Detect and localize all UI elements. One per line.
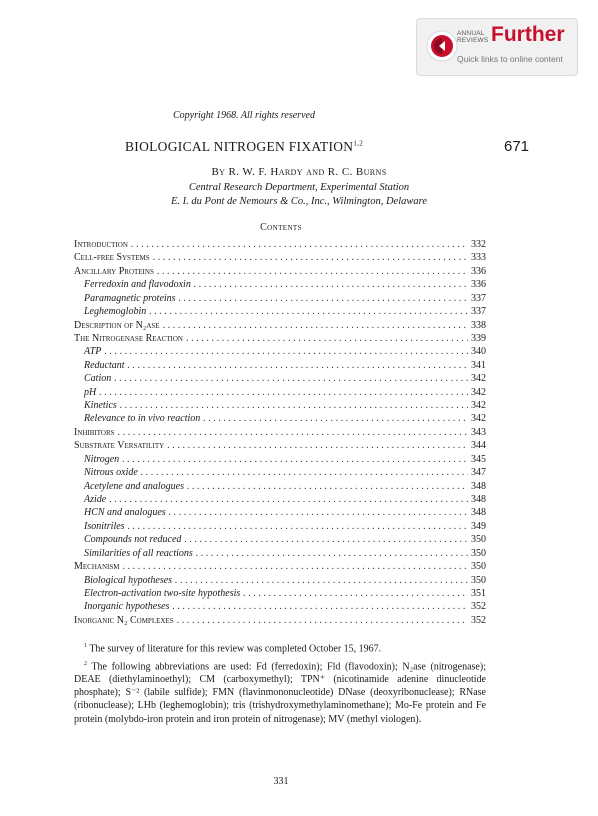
toc-leader-dots <box>122 453 468 466</box>
toc-entry-page: 336 <box>471 279 486 291</box>
toc-entry[interactable] <box>74 426 486 439</box>
toc-leader-dots <box>172 600 468 613</box>
toc-leader-dots <box>128 359 468 372</box>
annual-reviews-further-banner[interactable] <box>416 18 578 76</box>
toc-leader-dots <box>196 547 468 560</box>
toc-leader-dots <box>186 332 468 345</box>
toc-entry[interactable] <box>74 466 486 479</box>
toc-entry-page: 340 <box>471 346 486 358</box>
toc-entry-label: Isonitriles <box>84 520 125 532</box>
toc-entry-page: 350 <box>471 534 486 546</box>
footnote-mark: 1 <box>84 643 87 649</box>
toc-entry[interactable] <box>74 533 486 546</box>
toc-leader-dots <box>104 345 468 358</box>
toc-entry-label: Nitrous oxide <box>84 467 138 479</box>
toc-entry-label: Azide <box>84 494 107 506</box>
toc-entry[interactable] <box>74 587 486 600</box>
toc-leader-dots <box>118 426 468 439</box>
toc-entry[interactable] <box>74 412 486 425</box>
title-footnote-marks: 1,2 <box>353 139 364 148</box>
toc-leader-dots <box>141 466 468 479</box>
toc-entry-label: Substrate Versatility <box>74 440 165 452</box>
toc-entry[interactable] <box>74 439 486 452</box>
toc-entry-page: 348 <box>471 507 486 519</box>
toc-leader-dots <box>149 305 468 318</box>
toc-entry-label: Reductant <box>84 359 125 371</box>
toc-leader-dots <box>187 480 468 493</box>
toc-entry[interactable] <box>74 574 486 587</box>
toc-entry-page: 339 <box>471 332 486 344</box>
toc-entry-label: Inorganic N₂ Complexes <box>74 614 174 626</box>
affiliation-line-2: E. I. du Pont de Nemours & Co., Inc., Wilmington, Delaware <box>171 196 427 207</box>
toc-entry[interactable] <box>74 345 486 358</box>
contents-heading: Contents <box>260 222 302 233</box>
toc-entry[interactable] <box>74 319 486 332</box>
toc-entry[interactable] <box>74 520 486 533</box>
footnote-text: The survey of literature for this review was completed October 15, 1967. <box>89 643 382 655</box>
toc-entry-label: Inhibitors <box>74 426 115 438</box>
toc-leader-dots <box>153 251 468 264</box>
toc-entry[interactable] <box>74 251 486 264</box>
further-link[interactable]: Further <box>491 23 565 46</box>
toc-leader-dots <box>179 292 468 305</box>
toc-entry[interactable] <box>74 278 486 291</box>
toc-entry-label: Introduction <box>74 239 128 250</box>
toc-entry[interactable] <box>74 614 486 627</box>
brand-line-1: ANNUAL <box>457 30 485 37</box>
toc-entry-label: Relevance to in vivo reaction <box>84 413 201 425</box>
toc-entry[interactable] <box>74 305 486 318</box>
toc-entry-page: 332 <box>471 239 486 250</box>
toc-entry[interactable] <box>74 372 486 385</box>
toc-entry-label: Kinetics <box>84 400 117 412</box>
toc-leader-dots <box>114 372 468 385</box>
toc-entry-label: Ferredoxin and flavodoxin <box>84 279 191 291</box>
title-text: BIOLOGICAL NITROGEN FIXATION <box>124 139 354 154</box>
toc-entry-label: Cation <box>84 373 112 385</box>
toc-entry-page: 336 <box>471 265 486 277</box>
toc-entry[interactable] <box>74 453 486 466</box>
copyright-notice: Copyright 1968. All rights reserved <box>173 110 315 121</box>
toc-leader-dots <box>128 520 468 533</box>
toc-entry-page: 349 <box>471 520 486 532</box>
toc-entry-page: 352 <box>471 601 486 613</box>
toc-entry-page: 337 <box>471 292 486 304</box>
toc-entry-page: 338 <box>471 319 486 331</box>
toc-entry-label: Mechanism <box>74 561 120 573</box>
footnotes <box>74 640 486 728</box>
toc-leader-dots <box>120 399 468 412</box>
toc-entry-page: 348 <box>471 494 486 506</box>
toc-leader-dots <box>169 506 468 519</box>
toc-entry[interactable] <box>74 480 486 493</box>
toc-entry-label: Cell-free Systems <box>74 252 150 264</box>
toc-entry-page: 345 <box>471 453 486 465</box>
toc-entry[interactable] <box>74 493 486 506</box>
toc-entry-label: Leghemoglobin <box>84 306 147 318</box>
toc-entry-label: Acetylene and analogues <box>84 480 184 492</box>
toc-entry-page: 348 <box>471 480 486 492</box>
toc-entry-page: 337 <box>471 306 486 318</box>
toc-leader-dots <box>203 412 468 425</box>
brand-line-2: REVIEWS <box>457 37 489 44</box>
toc-entry-label: Nitrogen <box>84 453 120 465</box>
quick-links-tagline: Quick links to online content <box>457 54 563 64</box>
toc-entry-label: Paramagnetic proteins <box>84 292 176 304</box>
toc-entry-label: pH <box>84 386 97 398</box>
page-number-bottom: 331 <box>273 776 289 787</box>
toc-entry-page: 333 <box>471 252 486 264</box>
footnote-text: The following abbreviations are used: Fd (ferredoxin); Fld (flavodoxin); N₂ase (nitrogenase); DEAE (diethylaminoethyl); CM (carboxymethyl); TPN⁺ (nicotinamide adenine dinucleotide phosphate); S⁻² (labile sulfide); FMN (flavinmononucleotide) DNase (deoxyribonuclease); RNase (ribonuclease); LHb (leghemoglobin); tris (trishydroxymethylaminomethane); Mo-Fe protein and Fe protein (molybdo-iron protein and iron protein of nitrogenase); MV (methyl viologen). <box>74 660 486 725</box>
toc-leader-dots <box>122 560 468 573</box>
toc-entry-label: ATP <box>84 346 102 358</box>
annual-reviews-logo-icon <box>425 29 459 63</box>
toc-entry-label: Inorganic hypotheses <box>84 601 170 613</box>
authors-line: By R. W. F. Hardy and R. C. Burns <box>211 166 387 178</box>
toc-leader-dots <box>163 319 468 332</box>
toc-entry-label: Ancillary Proteins <box>74 265 154 277</box>
toc-entry-label: Electron-activation two-site hypothesis <box>84 587 241 599</box>
toc-entry-label: Biological hypotheses <box>84 574 173 586</box>
footnote-mark: 2 <box>84 660 87 667</box>
annual-reviews-brand <box>457 30 488 44</box>
toc-entry[interactable] <box>74 600 486 613</box>
toc-entry[interactable] <box>74 332 486 345</box>
toc-leader-dots <box>175 574 468 587</box>
table-of-contents <box>74 238 486 627</box>
toc-leader-dots <box>109 493 468 506</box>
footnote-1 <box>74 640 486 656</box>
affiliation-line-1: Central Research Department, Experimental Station <box>188 182 410 193</box>
article-title <box>0 139 488 155</box>
page-number-top: 671 <box>504 138 530 155</box>
toc-entry-page: 342 <box>471 413 486 425</box>
toc-entry-label: Description of N₂ase <box>74 319 160 331</box>
toc-entry-page: 342 <box>471 373 486 385</box>
toc-leader-dots <box>157 265 468 278</box>
toc-leader-dots <box>177 614 468 627</box>
toc-leader-dots <box>194 278 468 291</box>
toc-entry[interactable] <box>74 265 486 278</box>
toc-entry[interactable] <box>74 547 486 560</box>
toc-entry-page: 350 <box>471 547 486 559</box>
toc-entry-label: The Nitrogenase Reaction <box>74 332 183 344</box>
toc-entry-page: 350 <box>471 561 486 573</box>
toc-entry[interactable] <box>74 359 486 372</box>
toc-leader-dots <box>184 533 468 546</box>
toc-entry-page: 347 <box>471 467 486 479</box>
toc-entry-page: 351 <box>471 587 486 599</box>
toc-entry-page: 352 <box>471 614 486 626</box>
toc-entry[interactable] <box>74 506 486 519</box>
toc-entry-page: 341 <box>471 359 486 371</box>
toc-entry[interactable] <box>74 292 486 305</box>
toc-leader-dots <box>243 587 468 600</box>
toc-entry-page: 343 <box>471 426 486 438</box>
footnote-2 <box>74 658 486 726</box>
toc-leader-dots <box>131 238 468 251</box>
toc-entry[interactable] <box>74 238 486 251</box>
toc-entry-page: 342 <box>471 386 486 398</box>
toc-leader-dots <box>167 439 468 452</box>
toc-leader-dots <box>99 386 468 399</box>
toc-entry-page: 350 <box>471 574 486 586</box>
toc-entry[interactable] <box>74 399 486 412</box>
toc-entry-page: 344 <box>471 440 486 452</box>
toc-entry[interactable] <box>74 560 486 573</box>
toc-entry-page: 342 <box>471 400 486 412</box>
toc-entry-label: Compounds not reduced <box>84 534 182 546</box>
toc-entry-label: Similarities of all reactions <box>84 547 193 559</box>
toc-entry[interactable] <box>74 386 486 399</box>
toc-entry-label: HCN and analogues <box>84 507 166 519</box>
